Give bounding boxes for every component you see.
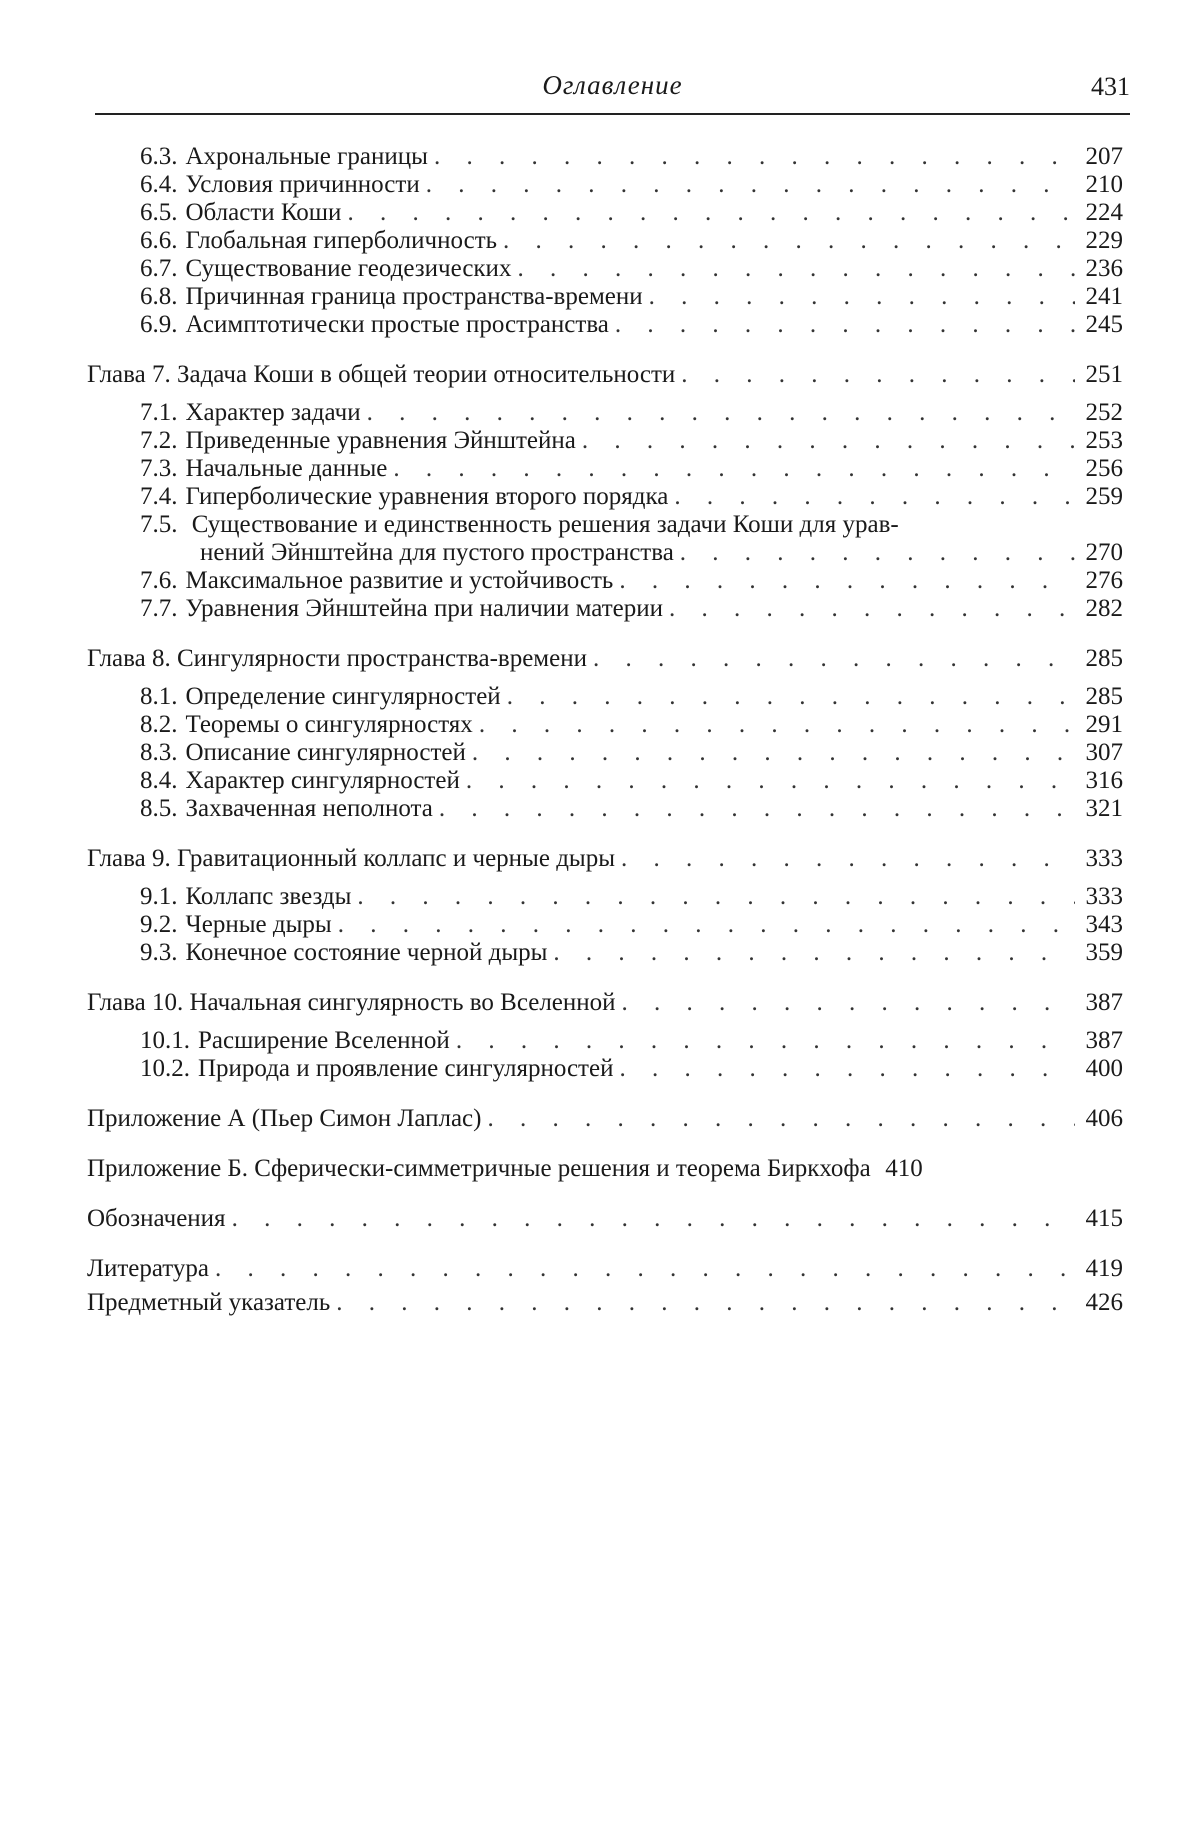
running-title: Оглавление [542,70,683,100]
section-number: 7.2. [140,427,178,454]
page-ref: 282 [1085,595,1123,622]
page-ref: 343 [1085,911,1123,938]
dot-leader [479,711,1075,739]
page-header [95,70,1130,114]
page-ref: 210 [1085,171,1123,198]
dot-leader [232,1205,1075,1233]
section-number: 6.4. [140,171,178,198]
page-ref: 333 [1085,845,1123,872]
page-ref: 426 [1085,1289,1123,1316]
dot-leader [466,767,1075,795]
dot-leader [681,361,1075,389]
page-ref: 387 [1085,989,1123,1016]
dot-leader [487,1105,1075,1133]
section-number: 7.5. [140,511,178,538]
toc-entry-6-8[interactable] [87,283,1123,311]
dot-leader [215,1255,1075,1283]
section-title: Природа и проявление сингулярностей [198,1055,614,1082]
toc-chapter-7[interactable] [87,361,1123,389]
dot-leader [621,845,1075,873]
section-number: 8.3. [140,739,178,766]
toc-entry-7-1[interactable] [87,399,1123,427]
dot-leader [619,567,1075,595]
dot-leader [615,311,1075,339]
dot-leader [649,283,1075,311]
dot-leader [338,911,1075,939]
dot-leader [393,455,1075,483]
chapter-title: Глава 10. Начальная сингулярность во Вселенной [87,989,616,1016]
section-number: 9.1. [140,883,178,910]
section-title: Области Коши [185,199,342,226]
page-ref: 236 [1085,255,1123,282]
toc-entry-8-3[interactable] [87,739,1123,767]
section-number: 6.8. [140,283,178,310]
dot-leader [669,595,1075,623]
chapter-title: Глава 9. Гравитационный коллапс и черные дыры [87,845,616,872]
toc-entry-7-5[interactable] [87,511,1123,567]
section-number: 6.5. [140,199,178,226]
section-title: Характер сингулярностей [185,767,460,794]
section-number: 6.7. [140,255,178,282]
appendix-title: Приложение Б. Сферически-симметричные решения и теорема Биркхофа [87,1155,871,1182]
toc-appendix-b[interactable] [87,1155,1123,1183]
dot-leader [507,683,1075,711]
page-ref: 251 [1085,361,1123,388]
section-title: Теоремы о сингулярностях [185,711,473,738]
section-title: Черные дыры [185,911,332,938]
page-number: 431 [1091,72,1130,101]
dot-leader [336,1289,1075,1317]
toc-entry-9-1[interactable] [87,883,1123,911]
toc-chapter-8[interactable] [87,645,1123,673]
page-ref: 224 [1085,199,1123,226]
page-ref: 259 [1085,483,1123,510]
dot-leader [347,199,1075,227]
notation-title: Обозначения [87,1205,226,1232]
dot-leader [367,399,1075,427]
page-ref: 256 [1085,455,1123,482]
chapter-title: Глава 7. Задача Коши в общей теории относительности [87,361,676,388]
dot-leader [439,795,1075,823]
section-number: 7.7. [140,595,178,622]
dot-leader [472,739,1075,767]
section-title: Ахрональные границы [185,143,428,170]
section-title: Начальные данные [185,455,388,482]
toc-appendix-a[interactable] [87,1105,1123,1133]
dot-leader [593,645,1075,673]
page-ref: 229 [1085,227,1123,254]
toc-chapter-9[interactable] [87,845,1123,873]
dot-leader [503,227,1075,255]
section-title: Причинная граница пространства-времени [185,283,643,310]
page-ref: 285 [1085,645,1123,672]
header-rule [95,113,1130,115]
section-number: 8.4. [140,767,178,794]
page-ref: 316 [1085,767,1123,794]
section-number: 10.1. [140,1027,190,1054]
toc-entry-7-3[interactable] [87,455,1123,483]
toc-literature[interactable] [87,1255,1123,1283]
section-number: 9.3. [140,939,178,966]
toc-entry-6-3[interactable] [87,143,1123,171]
page-ref: 291 [1085,711,1123,738]
page-ref: 387 [1085,1027,1123,1054]
dot-leader [456,1027,1075,1055]
page-ref: 276 [1085,567,1123,594]
section-number: 7.1. [140,399,178,426]
section-title: Определение сингулярностей [185,683,501,710]
section-title: Захваченная неполнота [185,795,433,822]
section-number: 9.2. [140,911,178,938]
section-title: Асимптотически простые пространства [185,311,609,338]
section-title: Глобальная гиперболичность [185,227,498,254]
section-number: 6.9. [140,311,178,338]
page-ref: 419 [1085,1255,1123,1282]
page-ref: 270 [1085,539,1123,566]
section-number: 7.6. [140,567,178,594]
section-number: 7.3. [140,455,178,482]
section-number: 6.6. [140,227,178,254]
toc-index[interactable] [87,1289,1123,1317]
page-ref: 333 [1085,883,1123,910]
section-number: 8.5. [140,795,178,822]
index-title: Предметный указатель [87,1289,331,1316]
section-number: 6.3. [140,143,178,170]
section-title: Описание сингулярностей [185,739,466,766]
section-number: 7.4. [140,483,178,510]
dot-leader [680,539,1075,567]
section-title: Максимальное развитие и устойчивость [185,567,614,594]
dot-leader [622,989,1075,1017]
page-ref: 241 [1085,283,1123,310]
section-title: Условия причинности [185,171,420,198]
dot-leader [582,427,1075,455]
toc-entry-9-2[interactable] [87,911,1123,939]
toc-entry-6-7[interactable] [87,255,1123,283]
section-title: Характер задачи [185,399,361,426]
toc-entry-6-6[interactable] [87,227,1123,255]
section-title: Приведенные уравнения Эйнштейна [185,427,576,454]
dot-leader [674,483,1075,511]
page-ref: 400 [1085,1055,1123,1082]
literature-title: Литература [87,1255,209,1282]
section-title-line-1: Существование и единственность решения задачи Коши для урав- [191,511,899,538]
toc-notation[interactable] [87,1205,1123,1233]
dot-leader [517,255,1075,283]
toc-entry-7-2[interactable] [87,427,1123,455]
section-number: 8.2. [140,711,178,738]
toc-entry-8-2[interactable] [87,711,1123,739]
toc-entry-6-4[interactable] [87,171,1123,199]
section-number: 10.2. [140,1055,190,1082]
toc-entry-10-2[interactable] [87,1055,1123,1083]
toc-entry-7-4[interactable] [87,483,1123,511]
toc-entry-6-9[interactable] [87,311,1123,339]
toc-entry-7-7[interactable] [87,595,1123,623]
section-number: 8.1. [140,683,178,710]
page-ref: 410 [885,1155,923,1182]
toc-entry-8-4[interactable] [87,767,1123,795]
toc-entry-8-1[interactable] [87,683,1123,711]
page-ref: 285 [1085,683,1123,710]
section-title: Уравнения Эйнштейна при наличии материи [185,595,664,622]
page-ref: 359 [1085,939,1123,966]
table-of-contents [87,143,1123,1317]
section-title: Существование геодезических [185,255,512,282]
page-ref: 415 [1085,1205,1123,1232]
dot-leader [553,939,1075,967]
toc-entry-6-5[interactable] [87,199,1123,227]
section-title: Конечное состояние черной дыры [185,939,548,966]
appendix-title: Приложение А (Пьер Симон Лаплас) [87,1105,482,1132]
toc-entry-7-6[interactable] [87,567,1123,595]
toc-chapter-10[interactable] [87,989,1123,1017]
section-title: Расширение Вселенной [198,1027,450,1054]
page-ref: 321 [1085,795,1123,822]
page-ref: 252 [1085,399,1123,426]
toc-entry-8-5[interactable] [87,795,1123,823]
toc-entry-9-3[interactable] [87,939,1123,967]
page-ref: 253 [1085,427,1123,454]
dot-leader [434,143,1075,171]
section-title-line-2: нений Эйнштейна для пустого пространства [200,539,674,566]
page-ref: 406 [1085,1105,1123,1132]
page-ref: 245 [1085,311,1123,338]
dot-leader [357,883,1075,911]
page-ref: 207 [1085,143,1123,170]
toc-entry-10-1[interactable] [87,1027,1123,1055]
page-ref: 307 [1085,739,1123,766]
section-title: Коллапс звезды [185,883,352,910]
dot-leader [426,171,1075,199]
chapter-title: Глава 8. Сингулярности пространства-времени [87,645,587,672]
dot-leader [619,1055,1075,1083]
section-title: Гиперболические уравнения второго порядка [185,483,669,510]
